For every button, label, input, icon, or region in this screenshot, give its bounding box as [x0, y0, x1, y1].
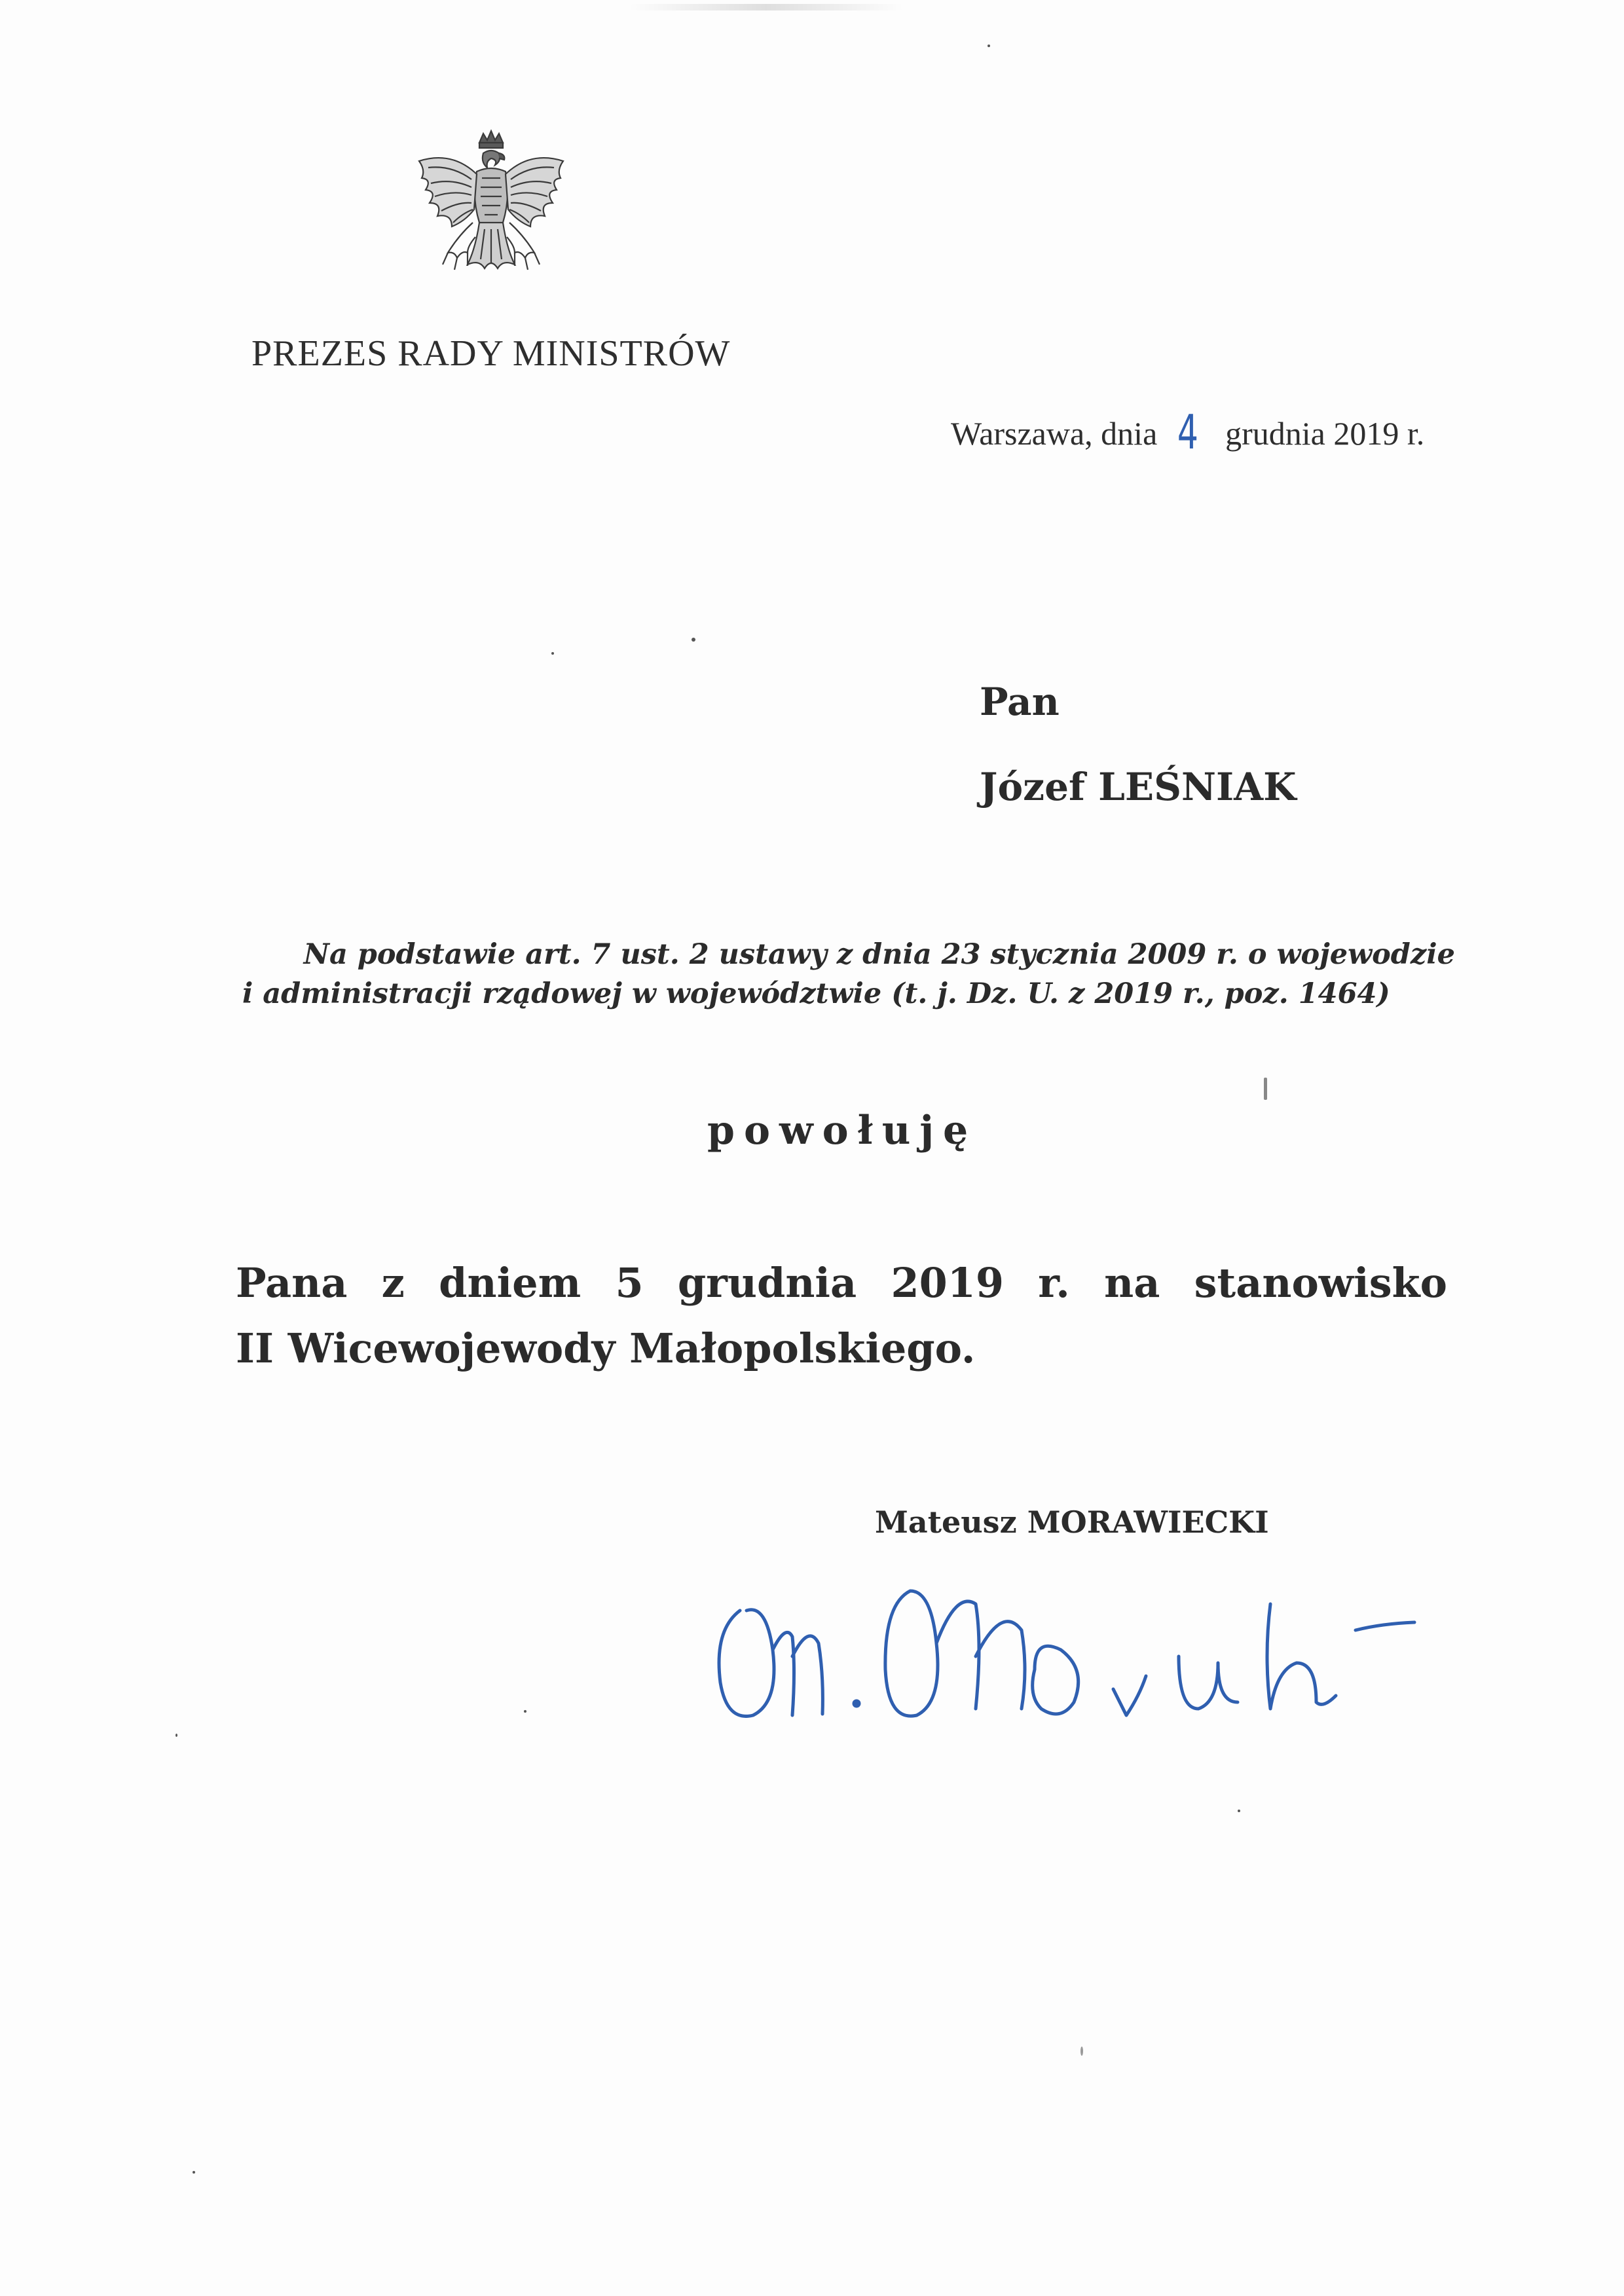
date-line [951, 401, 1425, 460]
polish-eagle-emblem-icon [399, 124, 583, 308]
legal-basis-line-2: i administracji rządowej w województwie (t. j. Dz. U. z 2019 r., poz. 1464) [242, 977, 1390, 1010]
handwritten-signature-icon [694, 1565, 1441, 1761]
legal-basis-line-1: Na podstawie art. 7 ust. 2 ustawy z dnia 23 stycznia 2009 r. o wojewodzie [303, 938, 1455, 971]
appointment-line-1 [236, 1250, 1447, 1316]
appointment-word: 2019 [891, 1259, 1004, 1307]
appointment-text [236, 1250, 1447, 1381]
scan-speck [175, 1734, 177, 1737]
scan-speck [1264, 1078, 1267, 1100]
recipient-title: Pan [980, 680, 1060, 724]
date-suffix: grudnia 2019 r. [1225, 415, 1425, 452]
appointment-word: stanowisko [1194, 1259, 1447, 1307]
scan-speck [1080, 2047, 1083, 2056]
appointment-word: 5 [615, 1259, 644, 1307]
appointment-word: grudnia [677, 1259, 857, 1307]
scan-speck [193, 2171, 195, 2174]
office-title: PREZES RADY MINISTRÓW [251, 333, 731, 374]
appointment-word: Pana [236, 1259, 348, 1307]
signatory-name: Mateusz MORAWIECKI [875, 1504, 1269, 1540]
appointment-word: z [381, 1259, 405, 1307]
scan-speck [524, 1710, 526, 1713]
legal-basis [242, 935, 1455, 1013]
scan-shadow [629, 4, 904, 10]
recipient-name: Józef LEŚNIAK [980, 765, 1297, 809]
scan-speck [1238, 1810, 1240, 1812]
appointment-word: r. [1038, 1259, 1070, 1307]
appointment-word: dniem [439, 1259, 581, 1307]
scan-speck [987, 45, 990, 47]
appointment-line-2: II Wicewojewody Małopolskiego. [236, 1324, 976, 1372]
scan-speck [551, 652, 554, 655]
appoint-verb: powołuję [707, 1108, 978, 1154]
date-prefix: Warszawa, dnia [951, 415, 1158, 452]
date-day-handwritten: 4 [1177, 405, 1199, 460]
scan-speck [692, 638, 695, 642]
appointment-word: na [1104, 1259, 1160, 1307]
